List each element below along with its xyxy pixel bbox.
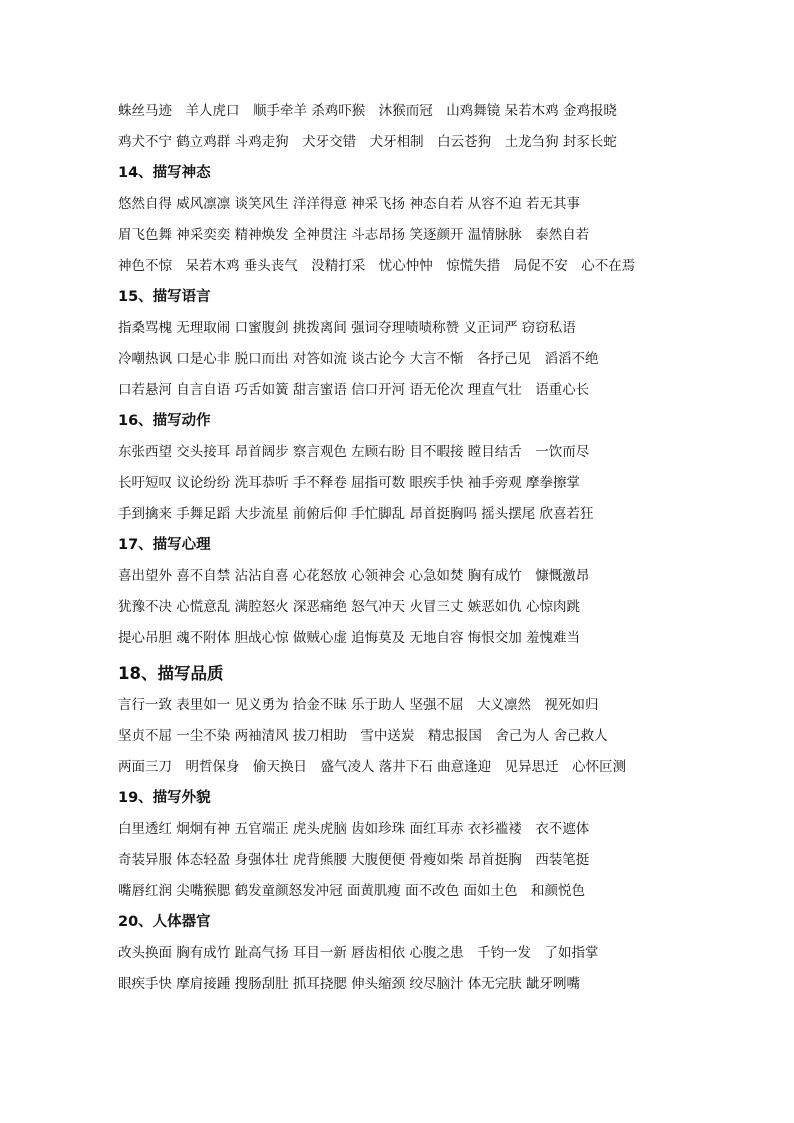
idiom-line: 改头换面 胸有成竹 趾高气扬 耳目一新 唇齿相依 心腹之患 千钧一发 了如指掌 [118, 945, 599, 961]
idiom-line: 两面三刀 明哲保身 偷天换日 盛气凌人 落井下石 曲意逢迎 见异思迁 心怀叵测 [118, 759, 627, 775]
intro-line: 蛛丝马迹 羊人虎口 顺手牵羊 杀鸡吓猴 沐猴而冠 山鸡舞镜 呆若木鸡 金鸡报晓 [118, 103, 617, 119]
section-heading-renti-qiguan: 20、人体器官 [118, 914, 211, 930]
idiom-line: 指桑骂槐 无理取闹 口蜜腹剑 挑拨离间 强词夺理啧啧称赞 义正词严 窃窃私语 [118, 320, 576, 336]
section-heading-dongzuo: 16、描写动作 [118, 413, 211, 429]
idiom-line: 奇装异服 体态轻盈 身强体壮 虎背熊腰 大腹便便 骨瘦如柴 昂首挺胸 西装笔挺 [118, 852, 590, 868]
section-heading-pinzhi: 18、描写品质 [118, 664, 224, 683]
idiom-line: 长吁短叹 议论纷纷 洗耳恭听 手不释卷 屈指可数 眼疾手快 袖手旁观 摩拳擦掌 [118, 475, 581, 491]
idiom-line: 嘴唇红润 尖嘴猴腮 鹤发童颜怒发冲冠 面黄肌瘦 面不改色 面如土色 和颜悦色 [118, 883, 585, 899]
idiom-line: 提心吊胆 魂不附体 胆战心惊 做贼心虚 追悔莫及 无地自容 悔恨交加 羞愧难当 [118, 630, 581, 646]
idiom-line: 眼疾手快 摩肩接踵 搜肠刮肚 抓耳挠腮 伸头缩颈 绞尽脑汁 体无完肤 龇牙咧嘴 [118, 976, 581, 992]
section-heading-xinli: 17、描写心理 [118, 537, 211, 553]
idiom-line: 犹豫不决 心慌意乱 满腔怒火 深恶痛绝 怒气冲天 火冒三丈 嫉恶如仇 心惊肉跳 [118, 599, 581, 615]
idiom-line: 东张西望 交头接耳 昂首阔步 察言观色 左顾右盼 目不暇接 瞠目结舌 一饮而尽 [118, 444, 590, 460]
section-heading-yuyan: 15、描写语言 [118, 289, 211, 305]
idiom-line: 手到擒来 手舞足蹈 大步流星 前俯后仰 手忙脚乱 昂首挺胸吗 摇头摆尾 欣喜若狂 [118, 506, 594, 522]
idiom-line: 冷嘲热讽 口是心非 脱口而出 对答如流 谈古论今 大言不惭 各抒己见 滔滔不绝 [118, 351, 599, 367]
idiom-line: 白里透红 炯炯有神 五官端正 虎头虎脑 齿如珍珠 面红耳赤 衣衫褴褛 衣不遮体 [118, 821, 590, 837]
idiom-line: 神色不惊 呆若木鸡 垂头丧气 没精打采 忧心忡忡 惊慌失措 局促不安 心不在焉 [118, 258, 636, 274]
idiom-line: 口若悬河 自言自语 巧舌如簧 甜言蜜语 信口开河 语无伦次 理直气壮 语重心长 [118, 382, 590, 398]
intro-line: 鸡犬不宁 鹤立鸡群 斗鸡走狗 犬牙交错 犬牙相制 白云苍狗 土龙刍狗 封豕长蛇 [118, 134, 617, 150]
idiom-line: 眉飞色舞 神采奕奕 精神焕发 全神贯注 斗志昂扬 笑逐颜开 温情脉脉 泰然自若 [118, 227, 590, 243]
section-heading-waimao: 19、描写外貌 [118, 790, 211, 806]
idiom-line: 言行一致 表里如一 见义勇为 拾金不昧 乐于助人 坚强不屈 大义凛然 视死如归 [118, 697, 599, 713]
idiom-line: 喜出望外 喜不自禁 沾沾自喜 心花怒放 心领神会 心急如焚 胸有成竹 慷慨激昂 [118, 568, 590, 584]
document-page [118, 96, 678, 1000]
idiom-line: 坚贞不屈 一尘不染 两袖清风 拔刀相助 雪中送炭 精忠报国 舍己为人 舍己救人 [118, 728, 608, 744]
section-heading-shentai: 14、描写神态 [118, 165, 211, 181]
idiom-line: 悠然自得 威风凛凛 谈笑风生 洋洋得意 神采飞扬 神态自若 从容不迫 若无其事 [118, 196, 581, 212]
